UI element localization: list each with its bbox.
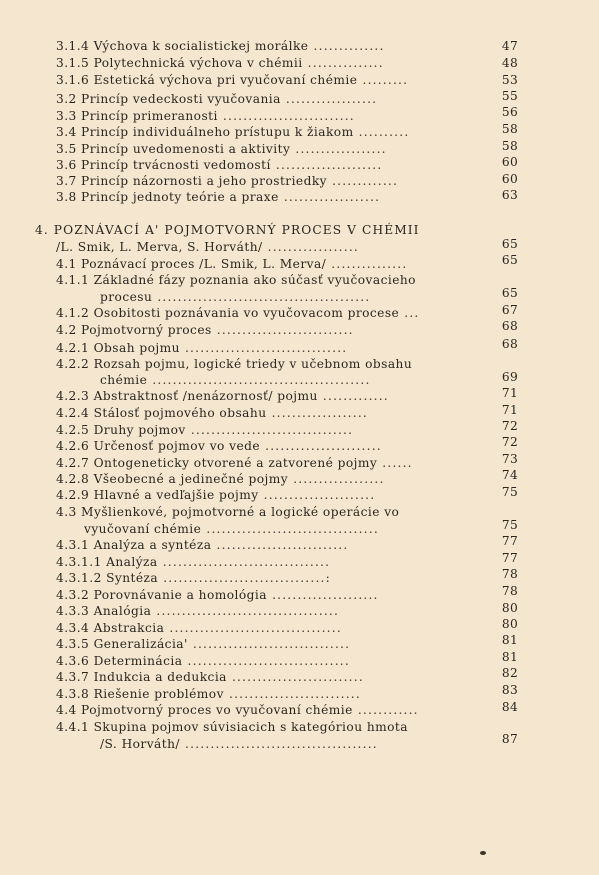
- toc-leader-dots: ..........................: [226, 670, 364, 684]
- toc-entry: [56, 340, 347, 356]
- toc-page-number: 72: [501, 435, 519, 449]
- toc-leader-dots: ..........................................: [152, 290, 371, 304]
- toc-leader-dots: ..........................: [217, 109, 355, 123]
- toc-entry-title: 4.4.1 Skupina pojmov súvisiacich s kategóriou hmota: [56, 720, 408, 734]
- toc-entry-title: 3.6 Princíp trvácnosti vedomostí: [56, 158, 271, 172]
- toc-entry-title: 4.3.1 Analýza a syntéza: [56, 538, 212, 552]
- toc-entry: [56, 438, 382, 454]
- toc-entry: [35, 222, 420, 238]
- toc-page-number: 68: [501, 319, 519, 333]
- toc-entry-title: 3.1.6 Estetická výchova pri vyučovaní chémie: [56, 73, 358, 87]
- toc-page-number: 73: [501, 452, 519, 466]
- toc-entry: [56, 653, 350, 669]
- toc-page-number: 48: [501, 56, 519, 70]
- toc-page-number: 75: [501, 485, 519, 499]
- toc-entry-title: 3.1.5 Polytechnická výchova v chémii: [56, 56, 303, 70]
- toc-entry: [56, 669, 364, 685]
- toc-leader-dots: .............: [327, 174, 399, 188]
- toc-entry: [56, 305, 419, 321]
- toc-entry-title: 4.2 Pojmotvorný proces: [56, 323, 212, 337]
- toc-page-number: 71: [501, 403, 519, 417]
- toc-entry: [56, 405, 368, 421]
- toc-entry-title: 4. POZNÁVACÍ A' POJMOTVORNÝ PROCES V CHÉMII: [35, 223, 420, 237]
- toc-entry: [56, 108, 355, 124]
- toc-leader-dots: .........: [357, 73, 409, 87]
- toc-entry: [56, 272, 416, 288]
- toc-leader-dots: ..........................: [211, 538, 349, 552]
- toc-entry-title: /S. Horváth/: [100, 737, 180, 751]
- toc-page-number: 78: [501, 584, 519, 598]
- toc-page-number: 58: [501, 122, 519, 136]
- toc-entry-title: 4.3.4 Abstrakcia: [56, 621, 165, 635]
- toc-entry: [56, 124, 409, 140]
- toc-leader-dots: ...........................: [211, 323, 354, 337]
- toc-entry-title: 4.3.1.2 Syntéza: [56, 571, 159, 585]
- toc-entry-title: 4.3.5 Generalizácia': [56, 637, 188, 651]
- toc-page-number: 53: [501, 73, 519, 87]
- toc-page-number: 87: [501, 732, 519, 746]
- toc-page-number: 60: [501, 172, 519, 186]
- toc-leader-dots: ................................:: [158, 571, 331, 585]
- toc-leader-dots: ......: [377, 456, 413, 470]
- toc-leader-dots: ................................: [179, 341, 348, 355]
- toc-page-number: 80: [501, 601, 519, 615]
- toc-leader-dots: ...............: [302, 56, 384, 70]
- toc-entry-title: 3.1.4 Výchova k socialistickej morálke: [56, 39, 309, 53]
- toc-entry: [56, 570, 331, 586]
- toc-entry-title: 3.8 Princíp jednoty teórie a praxe: [56, 190, 279, 204]
- toc-leader-dots: ....................................: [151, 604, 340, 618]
- toc-leader-dots: ................................: [182, 654, 350, 668]
- toc-entry: [56, 72, 408, 88]
- toc-page-number: 75: [501, 518, 519, 532]
- toc-leader-dots: ...: [399, 306, 420, 320]
- toc-leader-dots: ..........................: [223, 687, 361, 701]
- toc-entry: [56, 141, 387, 157]
- toc-entry-title: 4.3.1.1 Analýza: [56, 555, 158, 569]
- toc-leader-dots: .......................: [260, 439, 382, 453]
- toc-entry: [100, 736, 378, 752]
- toc-entry: [56, 603, 339, 619]
- toc-entry: [100, 289, 370, 305]
- toc-page-number: 60: [501, 155, 519, 169]
- toc-page-number: 81: [501, 650, 519, 664]
- toc-entry-title: 4.1 Poznávací proces /L. Smik, L. Merva/: [56, 257, 327, 271]
- toc-leader-dots: .....................: [270, 158, 383, 172]
- paper-speck: [480, 851, 486, 855]
- toc-entry: [56, 239, 359, 255]
- toc-page-number: 65: [501, 286, 519, 300]
- toc-entry: [56, 455, 413, 471]
- toc-leader-dots: ..................................: [164, 621, 342, 635]
- toc-page-number: 74: [501, 468, 519, 482]
- toc-leader-dots: ..........: [353, 125, 410, 139]
- toc-leader-dots: ..................: [280, 92, 378, 106]
- toc-entry: [56, 189, 380, 205]
- toc-entry-title: chémie: [100, 373, 148, 387]
- toc-entry-title: vyučovaní chémie: [84, 522, 202, 536]
- toc-entry: [56, 487, 375, 503]
- toc-leader-dots: ......................................: [179, 737, 378, 751]
- toc-entry: [56, 55, 384, 71]
- toc-entry-title: 3.7 Princíp názornosti a jeho prostriedky: [56, 174, 328, 188]
- toc-entry-title: 4.2.3 Abstraktnosť /nenázornosť/ pojmu: [56, 389, 318, 403]
- toc-entry-title: 4.2.4 Stálosť pojmového obsahu: [56, 406, 267, 420]
- toc-page-number: 68: [501, 337, 519, 351]
- toc-entry: [56, 702, 419, 718]
- toc-entry: [84, 521, 379, 537]
- toc-leader-dots: .................................: [157, 555, 331, 569]
- toc-entry: [56, 554, 330, 570]
- toc-entry: [56, 504, 399, 520]
- toc-page-number: 69: [501, 370, 519, 384]
- toc-entry-title: 4.2.5 Druhy pojmov: [56, 423, 186, 437]
- toc-entry: [56, 322, 354, 338]
- toc-leader-dots: ...............................: [187, 637, 351, 651]
- toc-entry: [56, 636, 350, 652]
- toc-entry-title: 4.1.1 Základné fázy poznania ako súčasť vyučovacieho: [56, 273, 416, 287]
- toc-entry: [56, 422, 353, 438]
- toc-page-number: 47: [501, 39, 519, 53]
- toc-entry-title: 4.4 Pojmotvorný proces vo vyučovaní chémie: [56, 703, 353, 717]
- toc-entry: [56, 256, 407, 272]
- toc-page-number: 71: [501, 386, 519, 400]
- toc-leader-dots: ..................: [288, 472, 385, 486]
- toc-page-number: 77: [501, 534, 519, 548]
- toc-leader-dots: ...................: [266, 406, 368, 420]
- toc-entry-title: 4.2.6 Určenosť pojmov vo vede: [56, 439, 261, 453]
- toc-entry: [56, 173, 398, 189]
- toc-entry: [56, 719, 408, 735]
- toc-page-number: 82: [501, 666, 519, 680]
- toc-entry-title: 4.2.2 Rozsah pojmu, logické triedy v učebnom obsahu: [56, 357, 413, 371]
- toc-page-number: 67: [501, 303, 519, 317]
- toc-page-number: 77: [501, 551, 519, 565]
- toc-page-number: 78: [501, 567, 519, 581]
- toc-entry-title: 4.3.8 Riešenie problémov: [56, 687, 224, 701]
- toc-page-number: 72: [501, 419, 519, 433]
- toc-entry-title: 3.3 Princíp primeranosti: [56, 109, 218, 123]
- toc-leader-dots: .............: [317, 389, 389, 403]
- toc-entry-title: 3.2 Princíp vedeckosti vyučovania: [56, 92, 281, 106]
- toc-entry: [56, 537, 348, 553]
- toc-entry-title: 4.2.1 Obsah pojmu: [56, 341, 180, 355]
- toc-page-number: 80: [501, 617, 519, 631]
- toc-entry-title: /L. Smik, L. Merva, S. Horváth/: [56, 240, 263, 254]
- toc-leader-dots: ............: [352, 703, 419, 717]
- toc-entry-title: 3.4 Princíp individuálneho prístupu k žiakom: [56, 125, 354, 139]
- toc-leader-dots: ...............: [326, 257, 408, 271]
- toc-entry: [56, 587, 379, 603]
- toc-leader-dots: .....................: [267, 588, 379, 602]
- toc-entry-title: 4.2.7 Ontogeneticky otvorené a zatvorené pojmy: [56, 456, 378, 470]
- toc-leader-dots: ...........................................: [147, 373, 371, 387]
- toc-entry: [56, 157, 382, 173]
- toc-leader-dots: ...................: [278, 190, 381, 204]
- toc-entry: [56, 471, 385, 487]
- toc-entry: [56, 388, 389, 404]
- toc-page-number: 83: [501, 683, 519, 697]
- toc-entry-title: 3.5 Princíp uvedomenosti a aktivity: [56, 142, 291, 156]
- toc-entry: [56, 686, 361, 702]
- toc-entry-title: 4.3 Myšlienkové, pojmotvorné a logické operácie vo: [56, 505, 400, 519]
- toc-leader-dots: ................................: [185, 423, 354, 437]
- toc-entry: [56, 620, 342, 636]
- toc-leader-dots: ......................: [258, 488, 376, 502]
- toc-page-number: 58: [501, 139, 519, 153]
- toc-entry-title: 4.2.9 Hlavné a vedľajšie pojmy: [56, 488, 259, 502]
- toc-entry: [56, 91, 377, 107]
- toc-entry: [56, 38, 385, 54]
- toc-page-number: 55: [501, 89, 519, 103]
- toc-leader-dots: ..................................: [201, 522, 379, 536]
- toc-page-number: 56: [501, 105, 519, 119]
- toc-entry-title: 4.3.6 Determinácia: [56, 654, 183, 668]
- toc-entry-title: 4.1.2 Osobitosti poznávania vo vyučovacom procese: [56, 306, 400, 320]
- toc-leader-dots: ..................: [262, 240, 359, 254]
- toc-leader-dots: ..............: [308, 39, 385, 53]
- toc-entry-title: 4.2.8 Všeobecné a jedinečné pojmy: [56, 472, 289, 486]
- toc-entry-title: 4.3.2 Porovnávanie a homológia: [56, 588, 267, 602]
- toc-entry: [56, 356, 412, 372]
- toc-entry-title: 4.3.7 Indukcia a dedukcia: [56, 670, 227, 684]
- toc-page-number: 63: [501, 188, 519, 202]
- toc-entry-title: 4.3.3 Analógia: [56, 604, 152, 618]
- toc-entry: [100, 372, 371, 388]
- toc-leader-dots: ..................: [290, 142, 387, 156]
- toc-page-number: 81: [501, 633, 519, 647]
- toc-entry-title: procesu: [100, 290, 153, 304]
- toc-page-number: 65: [501, 237, 519, 251]
- toc-page-number: 65: [501, 253, 519, 267]
- toc-page-number: 84: [501, 700, 519, 714]
